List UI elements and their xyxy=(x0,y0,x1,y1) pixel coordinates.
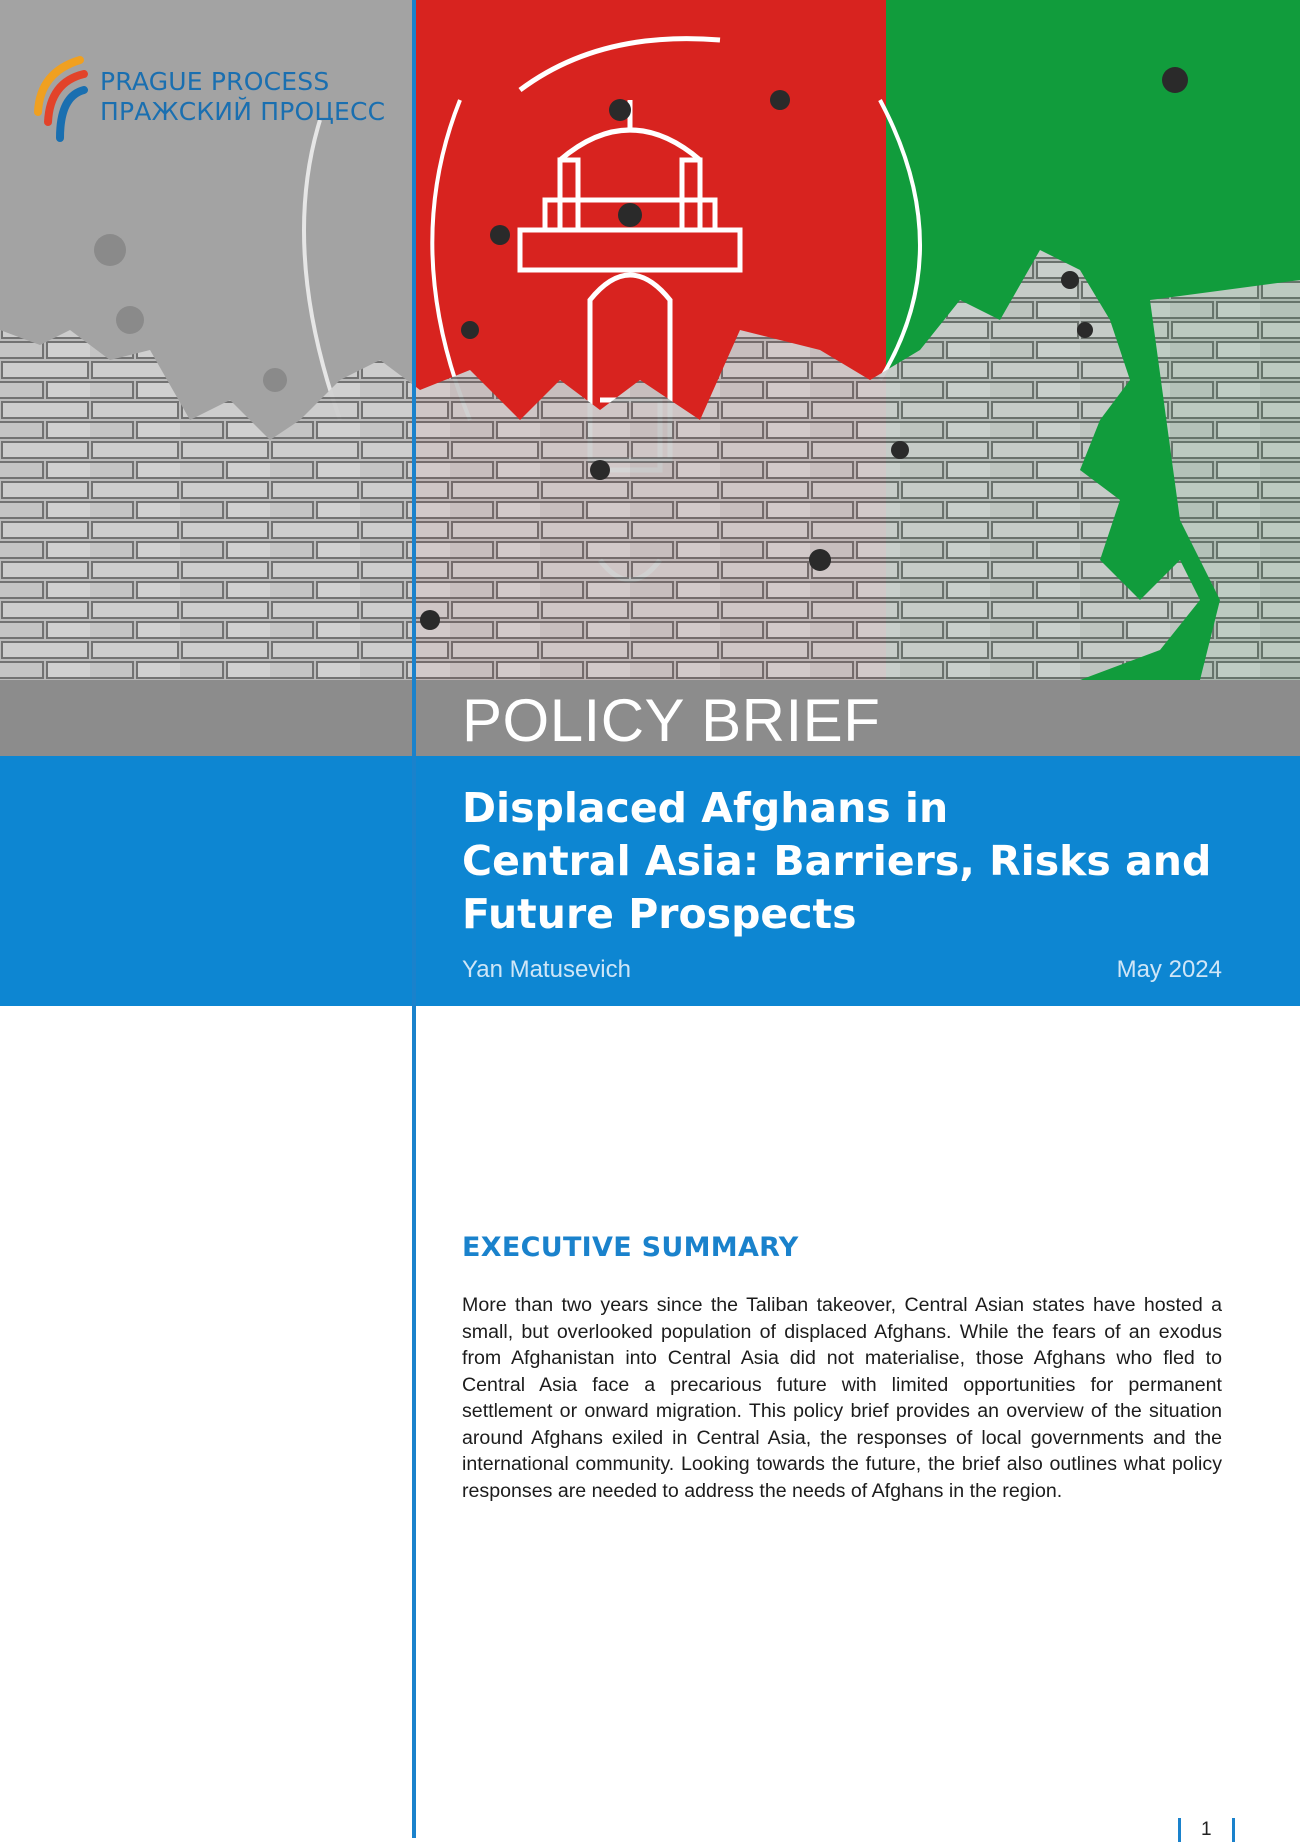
title-line: Displaced Afghans in xyxy=(462,784,949,832)
executive-summary-heading: EXECUTIVE SUMMARY xyxy=(462,1232,799,1263)
logo-wordmark xyxy=(100,67,385,127)
author-name: Yan Matusevich xyxy=(462,956,631,983)
page-number xyxy=(1178,1818,1235,1842)
document-title xyxy=(462,782,1222,941)
vertical-accent-line xyxy=(412,0,416,1838)
title-line: Central Asia: Barriers, Risks and xyxy=(462,837,1212,885)
prague-process-logo xyxy=(30,52,385,142)
page-number-bar-right xyxy=(1232,1818,1235,1842)
executive-summary-body: More than two years since the Taliban takeover, Central Asian states have hosted a small, but overlooked population of displaced Afghans. While the fears of an exodus from Afghanistan into Central Asia did not materialise, those Afghans who fled to Central Asia face a precarious future with limited opportunities for permanent settlement or onward migration. This policy brief provides an overview of the situation around Afghans exiled in Central Asia, the responses of local governments and the international community. Looking towards the future, the brief also outlines what policy responses are needed to address the needs of Afghans in the region. xyxy=(462,1294,1222,1502)
logo-arcs-icon xyxy=(30,52,90,142)
title-line: Future Prospects xyxy=(462,890,857,938)
logo-line-en: PRAGUE PROCESS xyxy=(100,67,330,96)
logo-line-ru: ПРАЖСКИЙ ПРОЦЕСС xyxy=(100,97,386,126)
page-number-value: 1 xyxy=(1201,1819,1212,1840)
publication-date: May 2024 xyxy=(1116,956,1222,983)
document-type-label: POLICY BRIEF xyxy=(462,687,881,754)
